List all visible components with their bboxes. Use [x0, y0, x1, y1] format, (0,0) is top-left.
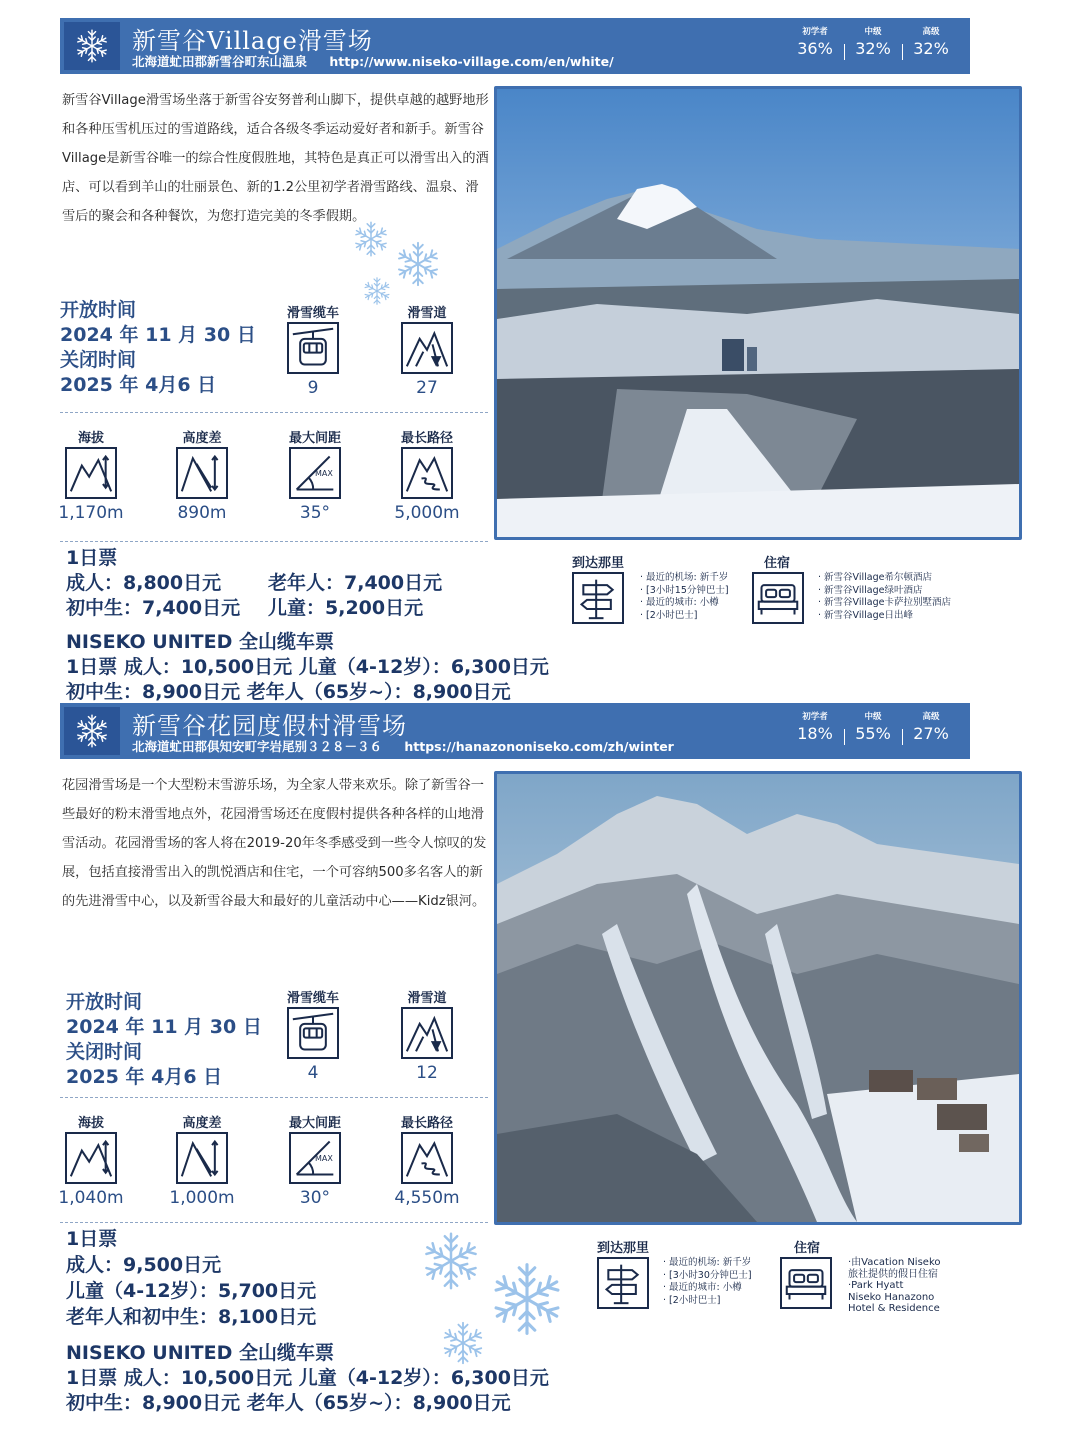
stat-lifts: 滑雪缆车 4	[286, 991, 339, 1083]
resort-subline	[132, 52, 632, 70]
level-intermediate: 中级 32%	[844, 26, 902, 60]
vertical-drop-icon	[176, 447, 228, 499]
resort-url[interactable]: https://hanazononiseko.com/zh/winter	[404, 739, 674, 754]
resort-card-hanazono	[0, 685, 1080, 1414]
longest-run-icon	[401, 447, 453, 499]
resort-description: 花园滑雪场是一个大型粉末雪游乐场，为全家人带来欢乐。除了新雪谷一些最好的粉末滑雪地点外，花园滑雪场还在度假村提供各种各样的山地滑雪活动。花园滑雪场的客人将在2019-20年冬季感受到一些令人惊叹的发展，包括直接滑雪出入的凯悦酒店和住宅，一个可容纳500多名客人的新的先进滑雪中心，以及新雪谷最大和最好的儿童活动中心——Kidz银河。	[62, 778, 487, 909]
open-label: 开放时间	[60, 299, 137, 321]
longest-run-icon	[401, 1132, 453, 1184]
snowflake-decor-icon	[488, 1260, 566, 1338]
max-angle-icon: MAX	[289, 447, 341, 499]
resort-photo-hanazono-slopes	[494, 771, 1022, 1225]
snowflake-decor-icon	[352, 220, 390, 258]
united-title: NISEKO UNITED 全山缆车票	[66, 1342, 334, 1364]
mountain-altitude-icon	[65, 1132, 117, 1184]
stat-runs: 滑雪道 12	[382, 987, 472, 1083]
snowflake-icon	[64, 707, 120, 755]
stat-max-angle: 最大间距 MAX 35°	[288, 431, 341, 523]
ticket-senior-student: 老年人和初中生：8,100日元	[66, 1306, 317, 1328]
difficulty-levels	[786, 711, 960, 745]
difficulty-levels	[786, 26, 960, 60]
level-intermediate: 中级 55%	[844, 711, 902, 745]
accommodation	[794, 1237, 941, 1314]
ticket-senior: 老年人：7,400日元	[268, 572, 443, 594]
gondola-icon	[287, 322, 339, 374]
stat-longest-run: 最长路径 5,000m	[394, 431, 460, 523]
snowflake-icon	[64, 22, 120, 70]
ticket-child: 儿童（4-12岁）：5,700日元	[66, 1280, 317, 1302]
hotel-list: · 新雪谷Village希尔顿酒店 · 新雪谷Village绿叶酒店 · 新雪谷Village卡萨拉别墅酒店 · 新雪谷Village日出峰	[810, 572, 951, 622]
snowflake-decor-icon	[394, 240, 442, 288]
access-list: · 最近的机场: 新千岁 · [3小时15分钟巴士] · 最近的城市: 小樽 · [2小时巴士]	[632, 572, 729, 622]
close-date: 2025 年 4月6 日	[66, 1066, 223, 1088]
level-advanced: 高级 32%	[902, 26, 960, 60]
divider	[60, 541, 488, 542]
vertical-drop-icon	[176, 1132, 228, 1184]
resort-title: 新雪谷花园度假村滑雪场	[132, 712, 407, 740]
open-label: 开放时间	[66, 991, 143, 1013]
signpost-icon	[572, 572, 624, 624]
hotel-bed-icon	[752, 572, 804, 624]
getting-there	[572, 552, 729, 621]
signpost-icon	[597, 1257, 649, 1309]
snowflake-decor-icon	[362, 276, 392, 306]
accommodation-label: 住宿	[764, 556, 791, 571]
united-line-2: 初中生：8,900日元 老年人（65岁~）：8,900日元	[66, 681, 511, 703]
stat-vertical-drop: 高度差 1,000m	[169, 1116, 235, 1208]
resort-address: 北海道虻田郡俱知安町字岩尾别３２８－３６	[132, 739, 383, 754]
ticket-child: 儿童：5,200日元	[268, 597, 424, 619]
ticket-title: 1日票	[66, 1228, 118, 1250]
united-line-1: 1日票 成人：10,500日元 儿童（4-12岁）：6,300日元	[66, 1367, 549, 1389]
ski-slope-icon	[401, 322, 453, 374]
resort-url[interactable]: http://www.niseko-village.com/en/white/	[329, 54, 614, 69]
access-list: · 最近的机场: 新千岁 · [3小时30分钟巴士] · 最近的城市: 小樽 · [2小时巴士]	[655, 1257, 752, 1307]
opening-hours	[60, 298, 256, 398]
hotel-list: ·由Vacation Niseko 旅社提供的假日住宿 ·Park Hyatt Niseko Hanazono Hotel & Residence	[848, 1257, 941, 1314]
united-line-2: 初中生：8,900日元 老年人（65岁~）：8,900日元	[66, 1392, 511, 1414]
open-date: 2024 年 11 月 30 日	[66, 1016, 262, 1038]
accommodation	[764, 552, 951, 621]
ticket-adult: 成人：9,500日元	[66, 1254, 222, 1276]
resort-subline	[132, 737, 692, 755]
stat-vertical-drop: 高度差 890m	[177, 431, 227, 523]
ticket-adult: 成人：8,800日元	[66, 572, 222, 594]
hotel-bed-icon	[780, 1257, 832, 1309]
close-label: 关闭时间	[60, 349, 137, 371]
opening-hours	[66, 990, 262, 1090]
max-angle-icon: MAX	[289, 1132, 341, 1184]
snowflake-decor-icon	[440, 1320, 486, 1366]
divider	[60, 1097, 488, 1098]
stat-max-angle: 最大间距 MAX 30°	[288, 1116, 341, 1208]
stat-runs: 滑雪道 27	[382, 302, 472, 398]
open-date: 2024 年 11 月 30 日	[60, 324, 256, 346]
getting-there-label: 到达那里	[597, 1241, 650, 1256]
divider	[60, 412, 488, 413]
ski-slope-icon	[401, 1007, 453, 1059]
level-advanced: 高级 27%	[902, 711, 960, 745]
gondola-icon	[287, 1007, 339, 1059]
resort-banner	[60, 703, 970, 759]
united-line-1: 1日票 成人：10,500日元 儿童（4-12岁）：6,300日元	[66, 656, 549, 678]
snowflake-decor-icon	[420, 1230, 482, 1292]
close-label: 关闭时间	[66, 1041, 143, 1063]
resort-description: 新雪谷Village滑雪场坐落于新雪谷安努普利山脚下，提供卓越的越野地形和各种压雪机压过的雪道路线，适合各级冬季运动爱好者和新手。新雪谷Village是新雪谷唯一的综合性度假胜地，其特色是真正可以滑雪出入的酒店、可以看到羊山的壮丽景色、新的1.2公里初学者滑雪路线、温泉、滑雪后的聚会和各种餐饮，为您打造完美的冬季假期。	[62, 93, 489, 224]
stat-lifts: 滑雪缆车 9	[286, 306, 339, 398]
getting-there	[597, 1237, 752, 1306]
level-beginner: 初学者 36%	[797, 27, 833, 58]
getting-there-label: 到达那里	[572, 556, 625, 571]
accommodation-label: 住宿	[794, 1241, 821, 1256]
divider	[60, 1222, 488, 1223]
ticket-student: 初中生：7,400日元	[66, 597, 241, 619]
close-date: 2025 年 4月6 日	[60, 374, 217, 396]
stat-altitude: 海拔 1,170m	[58, 431, 124, 523]
resort-photo-mount-yotei	[494, 86, 1022, 540]
united-title: NISEKO UNITED 全山缆车票	[66, 631, 334, 653]
mountain-altitude-icon	[65, 447, 117, 499]
resort-title: 新雪谷Village滑雪场	[132, 27, 373, 55]
stat-longest-run: 最长路径 4,550m	[394, 1116, 460, 1208]
resort-address: 北海道虻田郡新雪谷町东山温泉	[132, 54, 308, 69]
stat-altitude: 海拔 1,040m	[58, 1116, 124, 1208]
ticket-title: 1日票	[66, 547, 118, 569]
resort-banner	[60, 18, 970, 74]
level-beginner: 初学者 18%	[797, 712, 833, 743]
